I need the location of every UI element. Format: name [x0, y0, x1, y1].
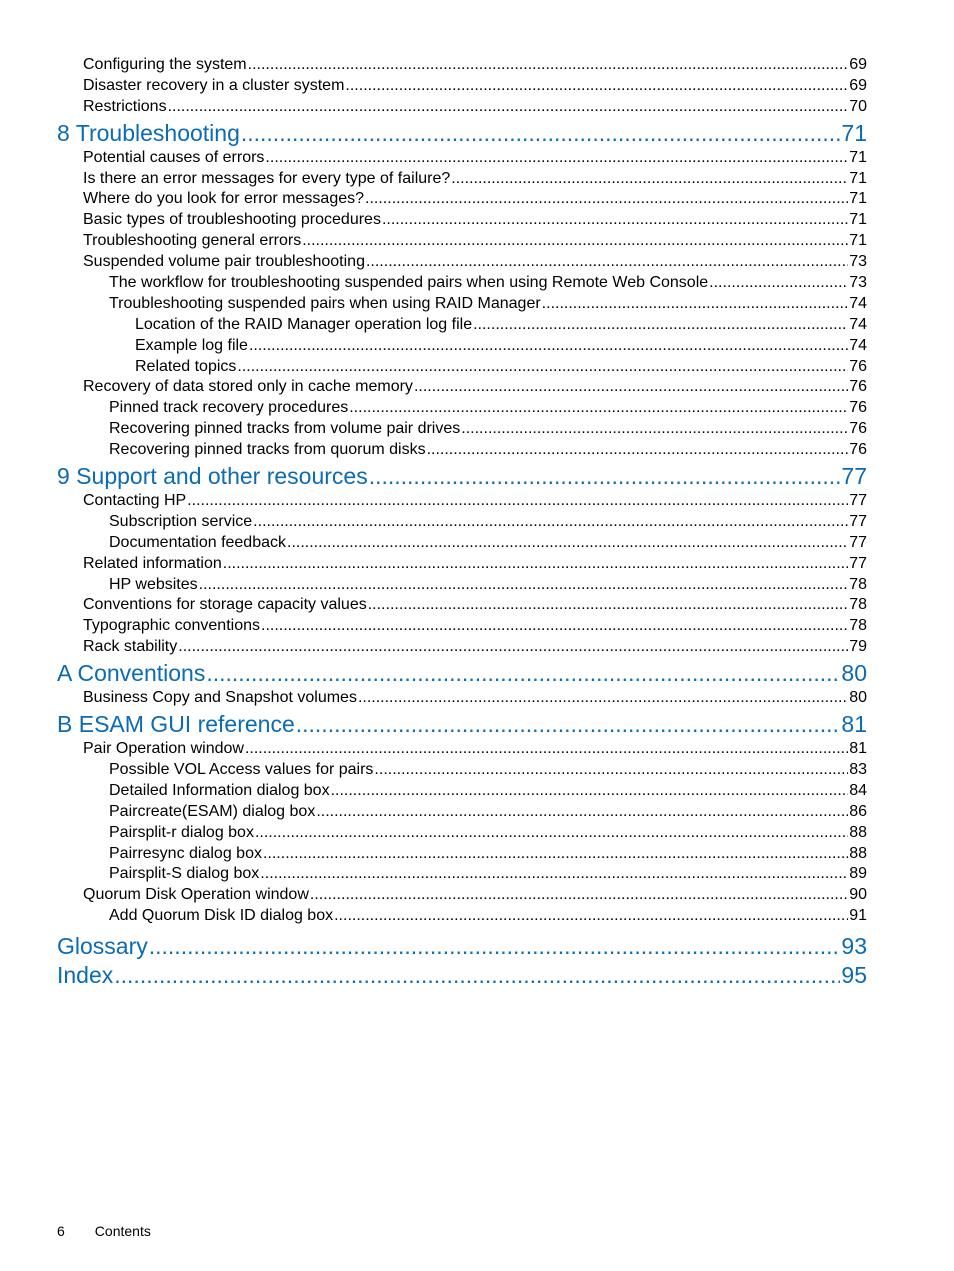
toc-entry[interactable] [57, 616, 867, 637]
dot-leader [187, 491, 848, 512]
toc-entry-title: 9 Support and other resources [57, 463, 368, 490]
toc-chapter-entry[interactable] [57, 659, 867, 687]
toc-entry-page: 81 [849, 740, 867, 758]
toc-entry-title: Possible VOL Access values for pairs [109, 760, 374, 778]
dot-leader [241, 119, 841, 147]
footer-section-label: Contents [94, 1223, 151, 1239]
dot-leader [245, 739, 848, 760]
toc-entry-page: 78 [849, 617, 867, 635]
toc-entry-title: Recovery of data stored only in cache memory [83, 378, 413, 396]
dot-leader [206, 659, 840, 687]
toc-entry-page: 80 [841, 660, 867, 687]
dot-leader [374, 760, 848, 781]
toc-entry-title: Disaster recovery in a cluster system [83, 76, 345, 94]
toc-chapter-entry[interactable] [57, 462, 867, 490]
dot-leader [302, 231, 848, 252]
toc-entry-page: 78 [849, 575, 867, 593]
toc-entry-title: Troubleshooting suspended pairs when using RAID Manager [109, 294, 541, 312]
toc-entry-page: 83 [849, 760, 867, 778]
dot-leader [382, 210, 848, 231]
dot-leader [368, 595, 848, 616]
toc-entry-title: Rack stability [83, 638, 178, 656]
dot-leader [265, 148, 848, 169]
toc-entry-title: Pairsplit-S dialog box [109, 865, 260, 883]
toc-entry-title: Glossary [57, 933, 148, 960]
dot-leader [358, 688, 848, 709]
toc-entry-title: Add Quorum Disk ID dialog box [109, 907, 334, 925]
dot-leader [178, 637, 848, 658]
toc-entry[interactable] [57, 336, 867, 357]
toc-chapter-entry[interactable] [57, 961, 867, 989]
toc-entry-title: Pair Operation window [83, 740, 244, 758]
toc-entry-page: 69 [849, 76, 867, 94]
toc-entry[interactable] [57, 357, 867, 378]
dot-leader [709, 273, 848, 294]
toc-entry[interactable] [57, 885, 867, 906]
toc-entry-page: 70 [849, 97, 867, 115]
toc-entry[interactable] [57, 377, 867, 398]
toc-entry-title: Recovering pinned tracks from quorum disks [109, 441, 426, 459]
toc-entry-page: 90 [849, 886, 867, 904]
dot-leader [414, 377, 848, 398]
toc-entry[interactable] [57, 575, 867, 596]
toc-entry-page: 84 [849, 781, 867, 799]
toc-entry-page: 77 [841, 463, 867, 490]
toc-entry[interactable] [57, 189, 867, 210]
dot-leader [473, 315, 848, 336]
toc-entry[interactable] [57, 252, 867, 273]
toc-entry-page: 76 [849, 378, 867, 396]
toc-entry[interactable] [57, 97, 867, 118]
dot-leader [345, 76, 848, 97]
toc-entry-page: 79 [849, 638, 867, 656]
toc-entry-title: Recovering pinned tracks from volume pair drives [109, 420, 461, 438]
toc-entry[interactable] [57, 55, 867, 76]
toc-entry-page: 93 [841, 933, 867, 960]
toc-entry-page: 74 [849, 294, 867, 312]
dot-leader [427, 440, 849, 461]
toc-entry-page: 71 [849, 190, 867, 208]
toc-entry-page: 76 [849, 441, 867, 459]
dot-leader [542, 294, 849, 315]
toc-entry-title: Related information [83, 554, 222, 572]
toc-entry[interactable] [57, 906, 867, 927]
toc-entry-title: Location of the RAID Manager operation log file [135, 315, 473, 333]
toc-entry-title: Troubleshooting general errors [83, 232, 302, 250]
toc-entry-page: 77 [849, 554, 867, 572]
dot-leader [199, 575, 849, 596]
dot-leader [366, 252, 848, 273]
dot-leader [287, 533, 848, 554]
toc-entry[interactable] [57, 273, 867, 294]
toc-entry-page: 80 [849, 689, 867, 707]
toc-entry[interactable] [57, 398, 867, 419]
toc-entry[interactable] [57, 844, 867, 865]
toc-entry[interactable] [57, 533, 867, 554]
toc-entry[interactable] [57, 315, 867, 336]
toc-entry-title: B ESAM GUI reference [57, 711, 295, 738]
toc-chapter-entry[interactable] [57, 932, 867, 960]
toc-entry-page: 95 [841, 962, 867, 989]
toc-entry-title: Detailed Information dialog box [109, 781, 330, 799]
table-of-contents [57, 55, 867, 990]
toc-entry[interactable] [57, 739, 867, 760]
toc-entry[interactable] [57, 802, 867, 823]
toc-entry[interactable] [57, 440, 867, 461]
toc-entry[interactable] [57, 419, 867, 440]
toc-entry-page: 71 [849, 211, 867, 229]
dot-leader [331, 781, 849, 802]
toc-entry-title: Pairresync dialog box [109, 844, 262, 862]
toc-entry-page: 71 [849, 232, 867, 250]
toc-entry-title: The workflow for troubleshooting suspended pairs when using Remote Web Console [109, 274, 709, 292]
toc-entry-title: Configuring the system [83, 56, 247, 73]
dot-leader [369, 462, 841, 490]
dot-leader [316, 802, 848, 823]
toc-entry-title: Typographic conventions [83, 617, 260, 635]
dot-leader [253, 512, 848, 533]
toc-entry-title: Business Copy and Snapshot volumes [83, 689, 357, 707]
toc-entry-title: Index [57, 962, 114, 989]
dot-leader [261, 616, 848, 637]
dot-leader [263, 844, 848, 865]
toc-entry-title: Quorum Disk Operation window [83, 886, 309, 904]
toc-chapter-entry[interactable] [57, 119, 867, 147]
toc-entry-title: Subscription service [109, 512, 253, 530]
dot-leader [249, 336, 848, 357]
toc-entry-page: 71 [841, 119, 867, 146]
toc-entry-page: 89 [849, 865, 867, 883]
dot-leader [168, 97, 849, 118]
footer-page-number: 6 [57, 1223, 65, 1239]
toc-entry[interactable] [57, 231, 867, 252]
toc-entry[interactable] [57, 823, 867, 844]
toc-entry-page: 71 [849, 148, 867, 166]
toc-entry[interactable] [57, 76, 867, 97]
dot-leader [149, 932, 841, 960]
toc-entry-page: 76 [849, 357, 867, 375]
dot-leader [310, 885, 848, 906]
toc-entry-page: 77 [849, 492, 867, 510]
toc-entry[interactable] [57, 688, 867, 709]
toc-entry-title: Related topics [135, 357, 237, 375]
toc-entry-page: 69 [849, 56, 867, 73]
dot-leader [451, 169, 848, 190]
toc-entry-page: 76 [849, 420, 867, 438]
toc-entry-page: 71 [849, 169, 867, 187]
toc-entry-page: 77 [849, 533, 867, 551]
toc-entry-page: 88 [849, 823, 867, 841]
toc-entry-title: Restrictions [83, 97, 167, 115]
toc-entry[interactable] [57, 169, 867, 190]
toc-entry[interactable] [57, 294, 867, 315]
dot-leader [461, 419, 848, 440]
toc-entry-title: Paircreate(ESAM) dialog box [109, 802, 316, 820]
toc-entry-page: 77 [849, 512, 867, 530]
dot-leader [349, 398, 848, 419]
toc-entry[interactable] [57, 491, 867, 512]
toc-entry-page: 73 [849, 274, 867, 292]
toc-entry-page: 74 [849, 315, 867, 333]
dot-leader [237, 357, 848, 378]
toc-entry[interactable] [57, 512, 867, 533]
toc-entry-page: 76 [849, 399, 867, 417]
toc-entry-title: 8 Troubleshooting [57, 119, 240, 146]
toc-entry-page: 86 [849, 802, 867, 820]
toc-entry[interactable] [57, 595, 867, 616]
toc-entry[interactable] [57, 554, 867, 575]
toc-entry-title: Documentation feedback [109, 533, 286, 551]
toc-entry-title: Pairsplit-r dialog box [109, 823, 254, 841]
toc-entry[interactable] [57, 148, 867, 169]
toc-entry-title: Example log file [135, 336, 248, 354]
dot-leader [296, 710, 841, 738]
dot-leader [334, 906, 848, 927]
toc-entry[interactable] [57, 864, 867, 885]
toc-entry[interactable] [57, 637, 867, 658]
toc-entry-title: Is there an error messages for every type of failure? [83, 169, 451, 187]
dot-leader [365, 189, 848, 210]
toc-chapter-entry[interactable] [57, 710, 867, 738]
page-footer [57, 1223, 151, 1239]
toc-entry-title: Conventions for storage capacity values [83, 596, 367, 614]
toc-entry-title: HP websites [109, 575, 198, 593]
dot-leader [248, 55, 849, 76]
toc-entry[interactable] [57, 760, 867, 781]
dot-leader [255, 823, 848, 844]
toc-entry-title: Suspended volume pair troubleshooting [83, 253, 365, 271]
toc-entry[interactable] [57, 781, 867, 802]
toc-entry-page: 73 [849, 253, 867, 271]
toc-entry-page: 81 [841, 711, 867, 738]
dot-leader [260, 864, 848, 885]
toc-entry-title: A Conventions [57, 660, 206, 687]
toc-entry-title: Contacting HP [83, 492, 187, 510]
toc-entry-title: Pinned track recovery procedures [109, 399, 349, 417]
toc-entry-title: Basic types of troubleshooting procedures [83, 211, 381, 229]
toc-entry-page: 88 [849, 844, 867, 862]
dot-leader [114, 961, 840, 989]
toc-entry-page: 78 [849, 596, 867, 614]
toc-entry-page: 91 [849, 907, 867, 925]
toc-entry-title: Where do you look for error messages? [83, 190, 365, 208]
toc-entry[interactable] [57, 210, 867, 231]
dot-leader [223, 554, 848, 575]
toc-entry-page: 74 [849, 336, 867, 354]
toc-entry-title: Potential causes of errors [83, 148, 265, 166]
